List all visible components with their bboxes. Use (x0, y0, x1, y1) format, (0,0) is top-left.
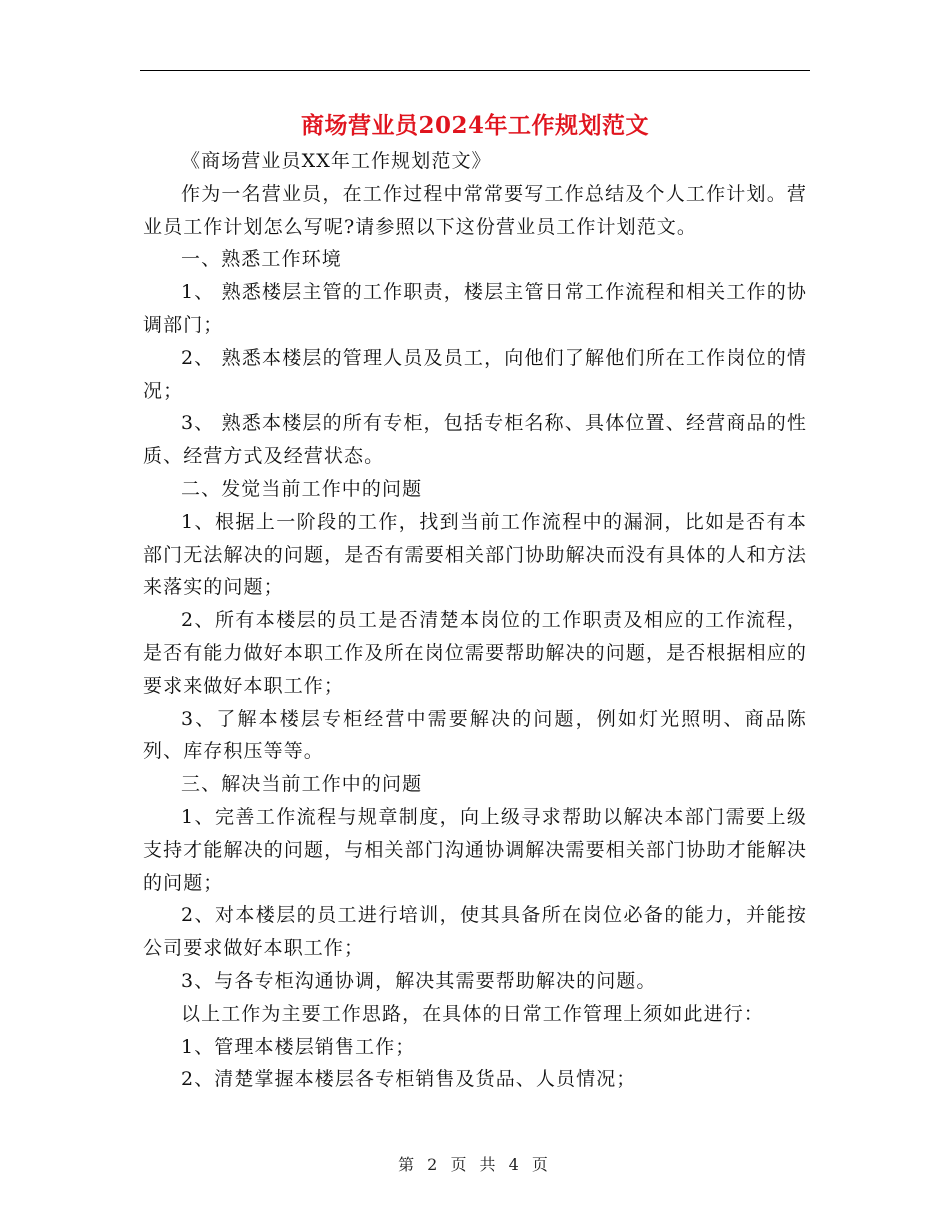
document-title: 商场营业员2024年工作规划范文 (300, 112, 649, 139)
list-item: 3、与各专柜沟通协调，解决其需要帮助解决的问题。 (181, 969, 657, 992)
list-item: 1、根据上一阶段的工作，找到当前工作流程中的漏洞，比如是否有本部门无法解决的问题，是否有需要相关部门协助解决而没有具体的人和方法来落实的问题； (143, 510, 807, 599)
list-item: 1、 熟悉楼层主管的工作职责，楼层主管日常工作流程和相关工作的协调部门； (143, 281, 807, 336)
section-heading-2: 二、发觉当前工作中的问题 (181, 477, 423, 500)
list-item: 2、清楚掌握本楼层各专柜销售及货品、人员情况； (181, 1068, 637, 1091)
page-number-footer: 第 2 页 共 4 页 (398, 1155, 552, 1174)
paragraph-source-title: 《商场营业员XX年工作规划范文》 (181, 150, 492, 172)
paragraph-summary: 以上工作为主要工作思路，在具体的日常工作管理上须如此进行： (181, 1002, 764, 1025)
header-rule (140, 70, 810, 71)
section-heading-1: 一、熟悉工作环境 (181, 248, 342, 271)
section-heading-3: 三、解决当前工作中的问题 (181, 773, 423, 796)
list-item: 2、对本楼层的员工进行培训，使其具备所在岗位必备的能力，并能按公司要求做好本职工作； (143, 904, 807, 960)
document-body (143, 145, 807, 1096)
paragraph-intro: 作为一名营业员，在工作过程中常常要写工作总结及个人工作计划。营业员工作计划怎么写呢?请参照以下这份营业员工作计划范文。 (143, 182, 807, 238)
list-item: 2、 熟悉本楼层的管理人员及员工，向他们了解他们所在工作岗位的情况； (143, 346, 807, 402)
list-item: 1、完善工作流程与规章制度，向上级寻求帮助以解决本部门需要上级支持才能解决的问题，与相关部门沟通协调解决需要相关部门协助才能解决的问题； (143, 805, 807, 894)
list-item: 1、管理本楼层销售工作； (181, 1035, 416, 1058)
list-item: 3、 熟悉本楼层的所有专柜，包括专柜名称、具体位置、经营商品的性质、经营方式及经营状态。 (143, 412, 807, 468)
list-item: 3、了解本楼层专柜经营中需要解决的问题，例如灯光照明、商品陈列、库存积压等等。 (143, 707, 807, 763)
list-item: 2、所有本楼层的员工是否清楚本岗位的工作职责及相应的工作流程，是否有能力做好本职工作及所在岗位需要帮助解决的问题，是否根据相应的要求来做好本职工作； (143, 609, 807, 697)
